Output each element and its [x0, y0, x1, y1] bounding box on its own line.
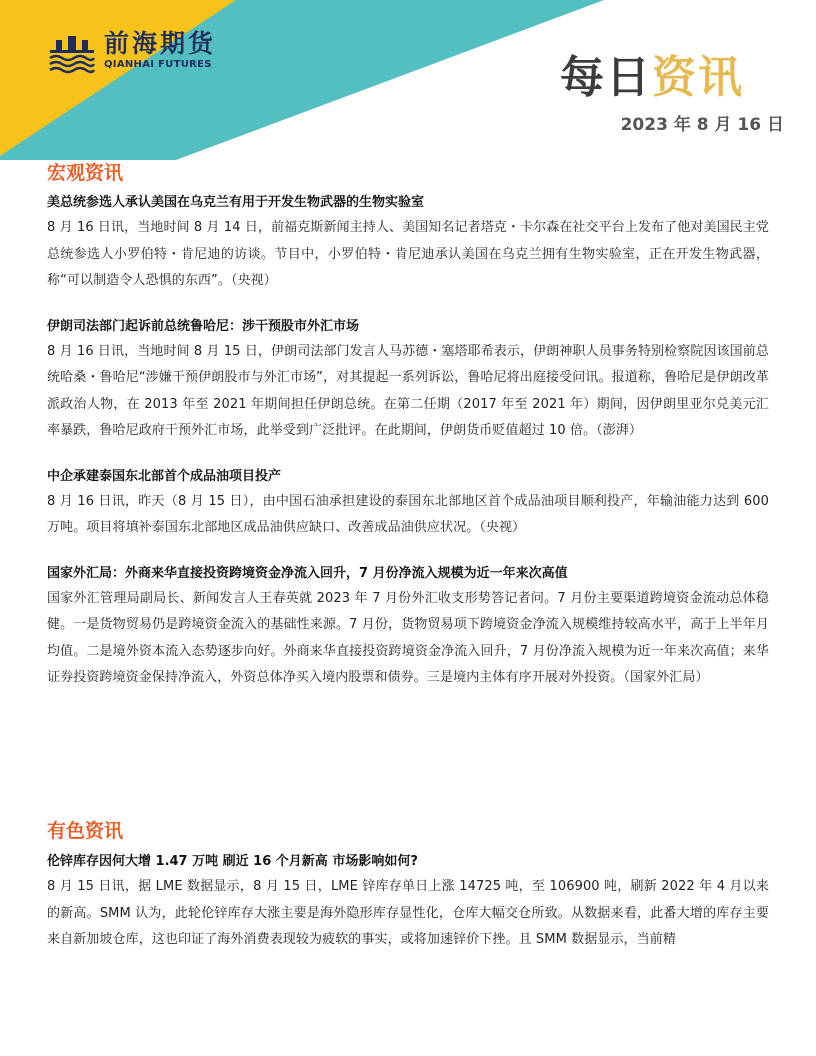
- section-macro: [47, 160, 769, 692]
- article-title: 伦锌库存因何大增 1.47 万吨 刷近 16 个月新高 市场影响如何?: [47, 854, 418, 869]
- article-body: 8 月 16 日讯，当地时间 8 月 15 日，伊朗司法部门发言人马苏德・塞塔耶希表示，伊朗神职人员事务特别检察院因该国前总统哈桑・鲁哈尼“涉嫌干预伊朗股市与外汇市场”，对其提起一系列诉讼，鲁哈尼将出庭接受问讯。报道称，鲁哈尼是伊朗改革派政治人物，在 2013 年至 2021 年期间担任伊朗总统。在第二任期（2017 年至 2021 年）期间，因伊朗里亚尔兑美元汇率暴跌，鲁哈尼政府干预外汇市场，此举受到广泛批评。在此期间，伊朗货币贬值超过 10 倍。（澎湃）: [47, 343, 769, 438]
- article-title: 伊朗司法部门起诉前总统鲁哈尼：涉干预股市外汇市场: [47, 318, 360, 334]
- article: [47, 193, 769, 295]
- section-heading: 有色资讯: [47, 820, 124, 842]
- article-body: 8 月 15 日讯，据 LME 数据显示，8 月 15 日，LME 锌库存单日上涨 14725 吨，至 106900 吨，刷新 2022 年 4 月以来的新高。SMM 认为，此轮伦锌库存大涨主要是海外隐形库存显性化，仓库大幅交仓所致。从数据来看，此番大增的库存主要来自新加坡仓库，这也印证了海外消费表现较为疲软的事实，或将加速锌价下挫。且 SMM 数据显示，当前精: [47, 879, 769, 947]
- article: [47, 564, 769, 692]
- section-nonferrous: [47, 818, 769, 954]
- article: [47, 317, 769, 445]
- article-body: 8 月 16 日讯，昨天（8 月 15 日），由中国石油承担建设的泰国东北部地区首个成品油项目顺利投产，年输油能力达到 600 万吨。项目将填补泰国东北部地区成品油供应缺口、改善成品油供应状况。（央视）: [47, 493, 769, 535]
- qianhai-logo-icon: [46, 26, 98, 74]
- section-heading: 宏观资讯: [47, 162, 124, 184]
- page-title-part2: 资讯: [652, 52, 744, 103]
- article: [47, 467, 769, 542]
- report-date: 2023 年 8 月 16 日: [620, 115, 784, 135]
- logo-text: [104, 29, 216, 71]
- article-body: 国家外汇管理局副局长、新闻发言人王春英就 2023 年 7 月份外汇收支形势答记者问。7 月份主要渠道跨境资金流动总体稳健。一是货物贸易仍是跨境资金流入的基础性来源。7 月份，货物贸易项下跨境资金净流入规模维持较高水平，高于上半年月均值。二是境外资本流入态势逐步向好。外商来华直接投资跨境资金净流入回升，7 月份净流入规模为近一年来次高值；来华证券投资跨境资金保持净流入，外资总体净买入境内股票和债券。三是境内主体有序开展对外投资。（国家外汇局）: [47, 590, 769, 685]
- article: [47, 852, 769, 954]
- brand-logo: [46, 26, 216, 74]
- brand-name-cn: 前海期货: [104, 29, 217, 58]
- article-title: 国家外汇局：外商来华直接投资跨境资金净流入回升，7 月份净流入规模为近一年来次高值: [47, 565, 568, 581]
- page-title: [560, 50, 744, 106]
- article-body: 8 月 16 日讯，当地时间 8 月 14 日，前福克斯新闻主持人、美国知名记者塔克・卡尔森在社交平台上发布了他对美国民主党总统参选人小罗伯特・肯尼迪的访谈。节目中，小罗伯特・肯尼迪承认美国在乌克兰拥有生物实验室，正在开发生物武器，称“可以制造令人恐惧的东西”。（央视）: [47, 220, 769, 288]
- brand-name-en: QIANHAI FUTURES: [104, 59, 212, 70]
- page-title-part1: 每日: [560, 52, 652, 103]
- article-title: 美总统参选人承认美国在乌克兰有用于开发生物武器的生物实验室: [47, 195, 425, 210]
- article-title: 中企承建泰国东北部首个成品油项目投产: [47, 468, 282, 484]
